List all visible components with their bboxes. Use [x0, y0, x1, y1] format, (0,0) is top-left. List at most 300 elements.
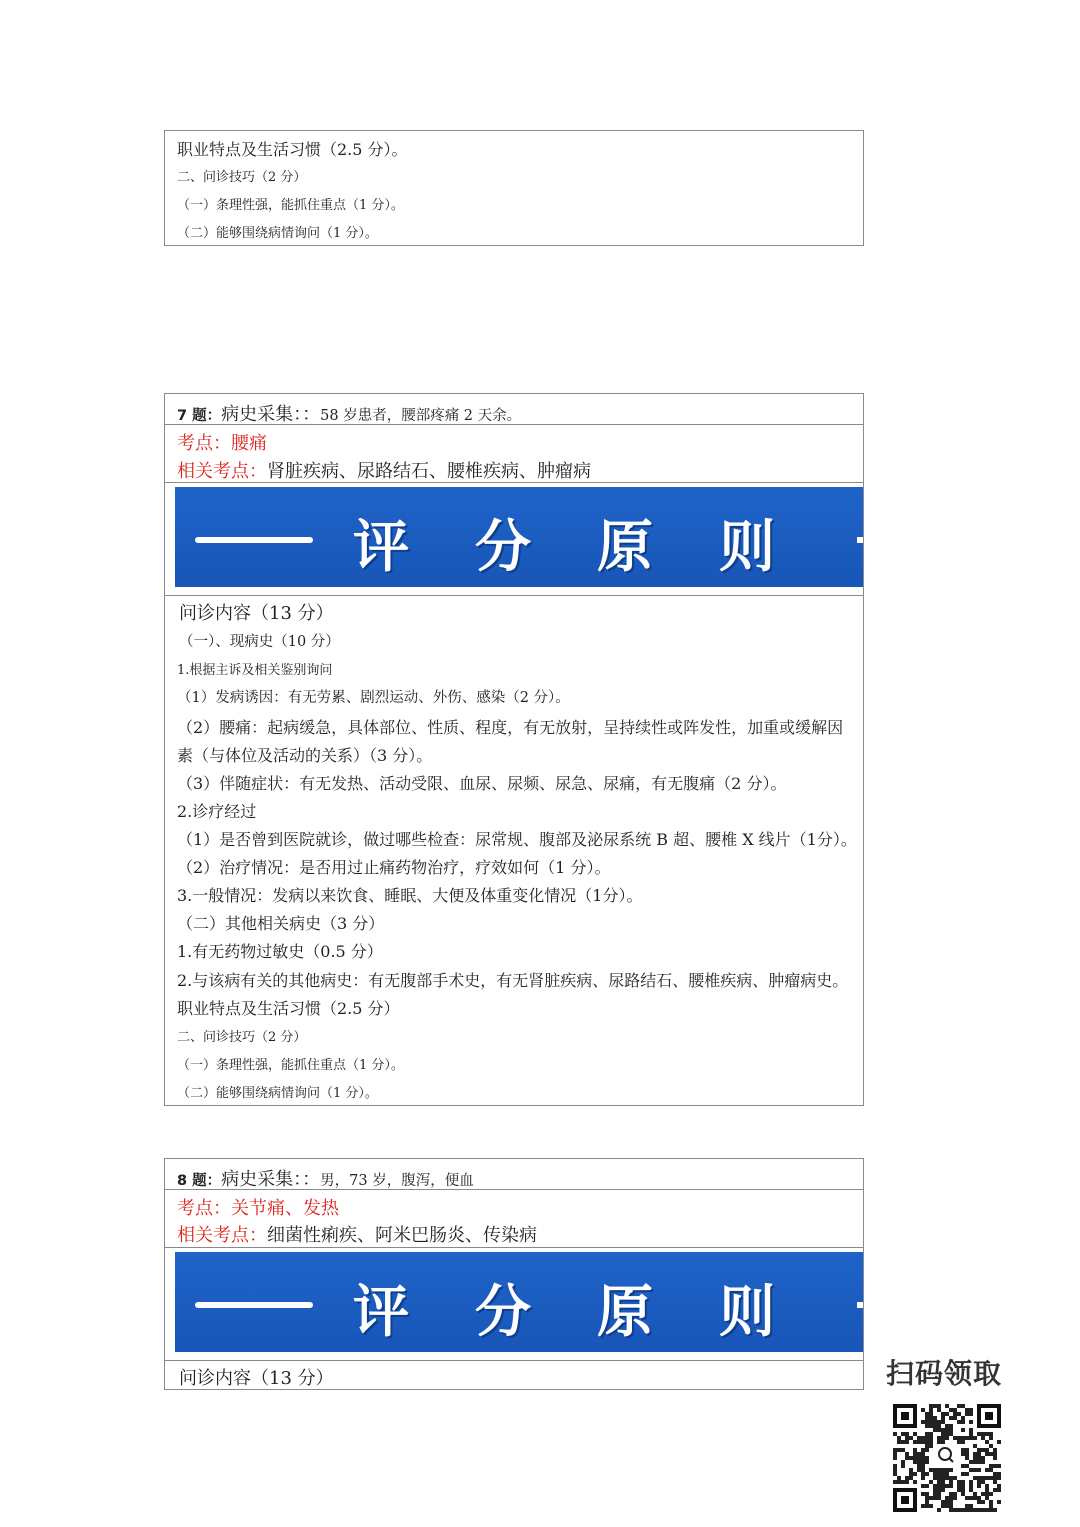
qr-module: [933, 1484, 937, 1488]
qr-module: [945, 1404, 949, 1408]
qr-module: [981, 1456, 985, 1460]
qr-module: [977, 1476, 981, 1480]
text-line: （一）条理性强，能抓住重点（1 分）。: [177, 1058, 404, 1073]
qr-module: [929, 1412, 933, 1416]
qr-module: [905, 1452, 909, 1456]
qr-module: [897, 1480, 901, 1484]
qr-module: [925, 1504, 929, 1508]
qr-module: [945, 1500, 949, 1504]
qr-module: [929, 1468, 933, 1472]
qr-module: [977, 1448, 981, 1452]
divider: [165, 1189, 863, 1190]
qr-module: [897, 1436, 901, 1440]
qr-module: [901, 1448, 905, 1452]
qr-module: [977, 1452, 981, 1456]
qr-module: [901, 1440, 905, 1444]
qr-module: [905, 1436, 909, 1440]
qr-module: [981, 1500, 985, 1504]
qr-module: [921, 1464, 925, 1468]
qr-module: [985, 1448, 989, 1452]
question-number: 8 题：: [177, 1173, 222, 1189]
qr-module: [933, 1424, 937, 1428]
qr-module: [929, 1444, 933, 1448]
qr-module: [941, 1484, 945, 1488]
text-line: （二）能够围绕病情询问（1 分）。: [177, 1086, 378, 1101]
qr-module: [913, 1456, 917, 1460]
qr-module: [941, 1420, 945, 1424]
qr-module: [937, 1424, 941, 1428]
qr-module: [933, 1488, 937, 1492]
qr-module: [933, 1416, 937, 1420]
qr-module: [953, 1436, 957, 1440]
qr-module: [901, 1464, 905, 1468]
qr-module: [957, 1404, 961, 1408]
related-points: [177, 457, 591, 483]
qr-module: [945, 1476, 949, 1480]
qr-module: [905, 1480, 909, 1484]
qr-module: [921, 1492, 925, 1496]
qr-module: [909, 1468, 913, 1472]
qr-module: [989, 1464, 993, 1468]
qr-module: [989, 1492, 993, 1496]
qr-module: [949, 1480, 953, 1484]
qr-module: [957, 1480, 961, 1484]
question-8-box: [164, 1158, 864, 1390]
qr-module: [965, 1412, 969, 1416]
section-box-continued: [164, 130, 864, 246]
qr-module: [941, 1472, 945, 1476]
qr-module: [937, 1420, 941, 1424]
qr-module: [921, 1408, 925, 1412]
qr-module: [929, 1424, 933, 1428]
qr-module: [941, 1468, 945, 1472]
qr-module: [977, 1508, 981, 1512]
qr-module: [961, 1472, 965, 1476]
qr-module: [945, 1432, 949, 1436]
qr-module: [969, 1408, 973, 1412]
text-line: 二、问诊技巧（2 分）: [177, 170, 307, 185]
qr-module: [977, 1480, 981, 1484]
text-line: （二）能够围绕病情询问（1 分）。: [177, 226, 378, 241]
qr-module: [925, 1492, 929, 1496]
text-line: 职业特点及生活习惯（2.5 分）: [177, 999, 400, 1018]
question-header: [177, 1165, 474, 1191]
qr-module: [925, 1444, 929, 1448]
qr-module: [965, 1408, 969, 1412]
qr-module: [949, 1508, 953, 1512]
qr-module: [949, 1504, 953, 1508]
qr-module: [953, 1412, 957, 1416]
qr-module: [985, 1508, 989, 1512]
qr-module: [929, 1416, 933, 1420]
qr-module: [953, 1408, 957, 1412]
qr-module: [977, 1432, 981, 1436]
qr-module: [921, 1456, 925, 1460]
qr-module: [989, 1476, 993, 1480]
qr-module: [989, 1432, 993, 1436]
qr-module: [949, 1424, 953, 1428]
qr-module: [961, 1448, 965, 1452]
qr-module: [929, 1432, 933, 1436]
qr-module: [961, 1428, 965, 1432]
qr-module: [933, 1404, 937, 1408]
qr-module: [973, 1508, 977, 1512]
qr-module: [917, 1460, 921, 1464]
qr-module: [965, 1448, 969, 1452]
qr-module: [961, 1488, 965, 1492]
qr-module: [973, 1436, 977, 1440]
banner-dash-right: [857, 537, 863, 543]
qr-module: [961, 1436, 965, 1440]
qr-module: [937, 1496, 941, 1500]
qr-module: [921, 1452, 925, 1456]
divider: [165, 482, 863, 483]
qr-module: [893, 1456, 897, 1460]
qr-module: [969, 1436, 973, 1440]
qr-module: [977, 1484, 981, 1488]
qr-module: [925, 1436, 929, 1440]
qr-module: [973, 1460, 977, 1464]
qr-module: [937, 1440, 941, 1444]
qr-module: [909, 1472, 913, 1476]
qr-module: [941, 1488, 945, 1492]
qr-module: [957, 1412, 961, 1416]
qr-module: [933, 1476, 937, 1480]
text-line: 2.与该病有关的其他病史：有无腹部手术史，有无肾脏疾病、尿路结石、腰椎疾病、肿瘤病史。: [177, 971, 849, 990]
content-title: 问诊内容（13 分）: [179, 1368, 334, 1389]
related-label: 相关考点：: [177, 1225, 267, 1246]
text-line: （1）发病诱因：有无劳累、剧烈运动、外伤、感染（2 分）。: [177, 690, 570, 706]
qr-module: [893, 1448, 897, 1452]
qr-module: [941, 1412, 945, 1416]
qr-module: [993, 1508, 997, 1512]
qr-module: [905, 1456, 909, 1460]
banner-title: 评分原则: [353, 1280, 841, 1345]
qr-module: [929, 1408, 933, 1412]
qr-module: [917, 1452, 921, 1456]
qr-module: [941, 1500, 945, 1504]
qr-module: [973, 1456, 977, 1460]
qr-module: [941, 1428, 945, 1432]
qr-module: [957, 1508, 961, 1512]
question-7-box: [164, 393, 864, 1106]
qr-module: [961, 1404, 965, 1408]
qr-module: [941, 1416, 945, 1420]
banner-dash-right: [857, 1302, 863, 1308]
text-line: 2.诊疗经过: [177, 802, 257, 821]
qr-module: [941, 1504, 945, 1508]
qr-module: [921, 1420, 925, 1424]
qr-module: [993, 1476, 997, 1480]
qr-module: [929, 1480, 933, 1484]
qr-module: [993, 1464, 997, 1468]
qr-module: [957, 1440, 961, 1444]
qr-module: [941, 1440, 945, 1444]
qr-module: [973, 1468, 977, 1472]
qr-module: [929, 1420, 933, 1424]
qr-module: [961, 1416, 965, 1420]
qr-module: [913, 1472, 917, 1476]
qr-module: [985, 1496, 989, 1500]
qr-module: [917, 1456, 921, 1460]
qr-module: [897, 1440, 901, 1444]
qr-module: [925, 1432, 929, 1436]
qr-module: [993, 1448, 997, 1452]
qr-module: [897, 1448, 901, 1452]
qr-module: [977, 1496, 981, 1500]
qr-module: [901, 1480, 905, 1484]
qr-module: [925, 1416, 929, 1420]
qr-module: [929, 1496, 933, 1500]
qr-module: [917, 1464, 921, 1468]
qr-module: [937, 1508, 941, 1512]
qr-module: [949, 1432, 953, 1436]
qr-module: [989, 1508, 993, 1512]
qr-module: [981, 1508, 985, 1512]
qr-module: [921, 1484, 925, 1488]
qr-code-icon[interactable]: [893, 1404, 1001, 1512]
qr-module: [933, 1468, 937, 1472]
qr-module: [917, 1436, 921, 1440]
qr-module: [965, 1464, 969, 1468]
qr-module: [945, 1504, 949, 1508]
divider: [165, 1247, 863, 1248]
qr-module: [981, 1448, 985, 1452]
qr-module: [949, 1492, 953, 1496]
qr-module: [973, 1476, 977, 1480]
qr-module: [901, 1432, 905, 1436]
qr-module: [893, 1472, 897, 1476]
qr-module: [981, 1432, 985, 1436]
qr-module: [921, 1440, 925, 1444]
question-title: 病史采集：：: [221, 1169, 321, 1190]
qr-title: 扫码领取: [886, 1357, 1003, 1390]
qr-module: [925, 1420, 929, 1424]
text-line: 1.有无药物过敏史（0.5 分）: [177, 942, 383, 961]
qr-module: [933, 1420, 937, 1424]
qr-module: [969, 1460, 973, 1464]
qr-module: [945, 1412, 949, 1416]
text-line: （二）其他相关病史（3 分）: [177, 914, 385, 933]
qr-module: [905, 1432, 909, 1436]
qr-module: [937, 1484, 941, 1488]
qr-module: [929, 1436, 933, 1440]
qr-module: [965, 1508, 969, 1512]
question-case: 58 岁患者，腰部疼痛 2 天余。: [320, 408, 522, 424]
qr-module: [949, 1500, 953, 1504]
qr-module: [893, 1432, 897, 1436]
qr-module: [981, 1476, 985, 1480]
question-case: 男，73 岁，腹泻，便血: [320, 1173, 474, 1189]
qr-module: [909, 1476, 913, 1480]
qr-module: [897, 1476, 901, 1480]
qr-module: [953, 1508, 957, 1512]
text-line: 3.一般情况：发病以来饮食、睡眠、大便及体重变化情况（1分）。: [177, 886, 643, 905]
qr-module: [949, 1476, 953, 1480]
qr-module: [921, 1468, 925, 1472]
qr-module: [993, 1456, 997, 1460]
qr-module: [977, 1468, 981, 1472]
qr-module: [913, 1452, 917, 1456]
qr-module: [973, 1492, 977, 1496]
qr-module: [929, 1440, 933, 1444]
qr-module: [961, 1508, 965, 1512]
qr-module: [957, 1420, 961, 1424]
qr-module: [901, 1460, 905, 1464]
qr-module: [929, 1504, 933, 1508]
qr-module: [949, 1468, 953, 1472]
qr-module: [921, 1504, 925, 1508]
qr-module: [981, 1460, 985, 1464]
qr-module: [913, 1440, 917, 1444]
text-line: 1.根据主诉及相关鉴别询问: [177, 663, 333, 678]
qr-module: [973, 1452, 977, 1456]
text-line: （2）腰痛：起病缓急，具体部位、性质、程度，有无放射，呈持续性或阵发性，加重或缓解因: [177, 718, 844, 737]
qr-module: [925, 1460, 929, 1464]
qr-module: [965, 1452, 969, 1456]
qr-module: [949, 1416, 953, 1420]
qr-module: [929, 1404, 933, 1408]
text-line: 素（与体位及活动的关系）（3 分）。: [177, 746, 433, 765]
qr-module: [997, 1472, 1001, 1476]
question-number: 7 题：: [177, 408, 222, 424]
qr-module: [961, 1420, 965, 1424]
qr-module: [925, 1500, 929, 1504]
qr-module: [913, 1448, 917, 1452]
qr-module: [937, 1472, 941, 1476]
qr-module: [921, 1436, 925, 1440]
qr-module: [945, 1424, 949, 1428]
qr-module: [969, 1504, 973, 1508]
qr-module: [997, 1476, 1001, 1480]
qr-module: [949, 1496, 953, 1500]
question-header: [177, 400, 521, 426]
exam-point: 考点：关节痛、发热: [177, 1198, 339, 1219]
qr-module: [985, 1432, 989, 1436]
qr-module: [945, 1484, 949, 1488]
qr-module: [961, 1480, 965, 1484]
qr-module: [981, 1492, 985, 1496]
qr-module: [965, 1436, 969, 1440]
qr-module: [997, 1484, 1001, 1488]
qr-module: [893, 1468, 897, 1472]
qr-module: [969, 1412, 973, 1416]
qr-module: [989, 1452, 993, 1456]
banner-dash-left: [195, 537, 313, 543]
qr-module: [965, 1456, 969, 1460]
qr-module: [981, 1480, 985, 1484]
qr-module: [993, 1480, 997, 1484]
qr-module: [957, 1488, 961, 1492]
qr-module: [969, 1488, 973, 1492]
qr-module: [961, 1452, 965, 1456]
divider: [165, 1360, 863, 1361]
qr-module: [917, 1468, 921, 1472]
qr-module: [917, 1440, 921, 1444]
qr-module: [965, 1496, 969, 1500]
qr-module: [989, 1468, 993, 1472]
banner-dash-left: [195, 1302, 313, 1308]
qr-module: [905, 1440, 909, 1444]
qr-module: [937, 1404, 941, 1408]
qr-module: [913, 1460, 917, 1464]
qr-module: [957, 1484, 961, 1488]
divider: [165, 424, 863, 425]
qr-module: [913, 1432, 917, 1436]
qr-module: [985, 1488, 989, 1492]
qr-module: [937, 1408, 941, 1412]
text-line: 职业特点及生活习惯（2.5 分）。: [177, 140, 408, 159]
related-points: [177, 1221, 537, 1247]
qr-module: [921, 1476, 925, 1480]
qr-module: [989, 1436, 993, 1440]
qr-module: [977, 1500, 981, 1504]
qr-module: [973, 1444, 977, 1448]
qr-module: [961, 1440, 965, 1444]
qr-module: [977, 1456, 981, 1460]
text-line: （一）条理性强，能抓住重点（1 分）。: [177, 198, 404, 213]
qr-module: [925, 1456, 929, 1460]
qr-module: [985, 1484, 989, 1488]
qr-module: [945, 1468, 949, 1472]
qr-module: [941, 1476, 945, 1480]
qr-module: [949, 1408, 953, 1412]
qr-module: [925, 1412, 929, 1416]
qr-module: [921, 1472, 925, 1476]
qr-module: [933, 1496, 937, 1500]
content-title: 问诊内容（13 分）: [179, 603, 334, 624]
qr-module: [941, 1436, 945, 1440]
scoring-banner: [175, 487, 863, 587]
qr-module: [989, 1444, 993, 1448]
qr-module: [937, 1488, 941, 1492]
qr-module: [969, 1432, 973, 1436]
qr-module: [953, 1492, 957, 1496]
qr-module: [949, 1428, 953, 1432]
qr-module: [933, 1472, 937, 1476]
qr-module: [941, 1480, 945, 1484]
qr-module: [985, 1452, 989, 1456]
qr-module: [893, 1480, 897, 1484]
qr-module: [973, 1496, 977, 1500]
qr-module: [925, 1424, 929, 1428]
qr-module: [937, 1428, 941, 1432]
qr-module: [921, 1448, 925, 1452]
qr-module: [953, 1476, 957, 1480]
qr-module: [893, 1464, 897, 1468]
qr-module: [925, 1484, 929, 1488]
qr-module: [961, 1484, 965, 1488]
text-line: （一）、现病史（10 分）: [179, 634, 340, 650]
qr-module: [993, 1452, 997, 1456]
qr-module: [941, 1432, 945, 1436]
question-title: 病史采集：：: [221, 404, 321, 425]
qr-module: [909, 1456, 913, 1460]
qr-module: [969, 1484, 973, 1488]
qr-module: [969, 1496, 973, 1500]
qr-module: [965, 1504, 969, 1508]
related-text: 细菌性痢疾、阿米巴肠炎、传染病: [267, 1225, 537, 1246]
related-label: 相关考点：: [177, 461, 267, 482]
qr-module: [945, 1472, 949, 1476]
related-text: 肾脏疾病、尿路结石、腰椎疾病、肿瘤病: [267, 461, 591, 482]
qr-module: [937, 1436, 941, 1440]
qr-module: [953, 1496, 957, 1500]
qr-module: [933, 1492, 937, 1496]
qr-module: [905, 1476, 909, 1480]
qr-module: [945, 1436, 949, 1440]
qr-module: [937, 1492, 941, 1496]
